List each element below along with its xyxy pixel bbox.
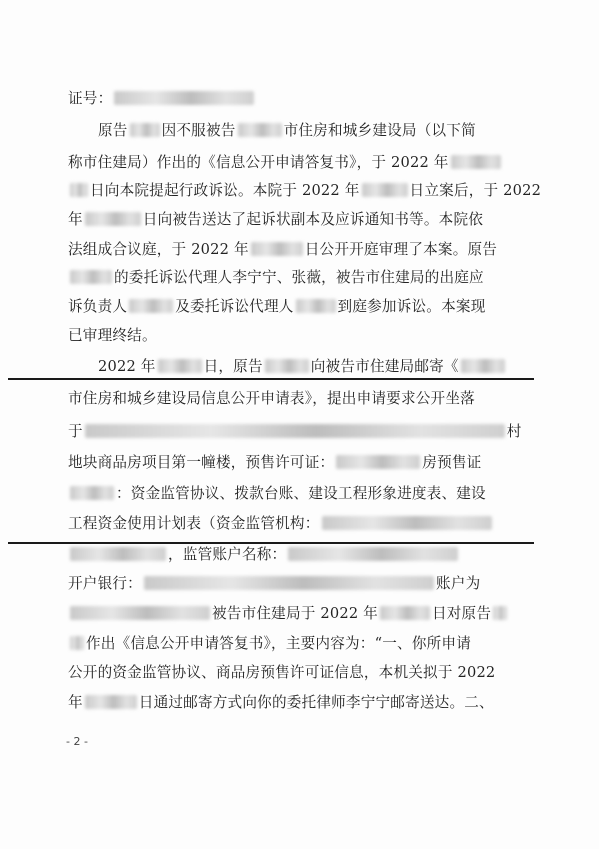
text-line: 年 日向被告送达了起诉状副本及应诉通知书等。本院依 (68, 211, 484, 228)
text-line: 法组成合议庭，于 2022 年 日公开开庭审理了本案。原告 (68, 241, 498, 258)
redacted-text (70, 183, 88, 197)
text-line: 工程资金使用计划表（资金监管机构： (68, 514, 494, 534)
redacted-text (85, 695, 137, 709)
text-line: 开户银行： 账户为 (68, 575, 481, 592)
redacted-text (70, 636, 84, 650)
redacted-text (493, 606, 507, 620)
text-line: 被告市住建局于 2022 年 日对原告 (68, 604, 509, 624)
redacted-text (238, 123, 282, 137)
text-line: 年 日通过邮寄方式向你的委托律师李宁宁邮寄送达。二、 (68, 694, 494, 711)
redacted-text (296, 299, 336, 313)
redacted-text (85, 212, 141, 226)
text-line: 2022 年 日，原告 向被告市住建局邮寄《 (98, 357, 507, 377)
text-line: 证号： (68, 89, 256, 109)
text-line: 作出《信息公开申请答复书》，主要内容为：“一、你所申请 (68, 634, 471, 654)
redacted-text (70, 547, 166, 561)
scan-rule-line (8, 378, 534, 380)
text-line: 地块商品房项目第一幢楼，预售许可证： 房预售证 (68, 454, 482, 471)
redacted-text (85, 424, 505, 438)
text-line: 已审理终结。 (68, 327, 157, 344)
redacted-text (451, 155, 501, 169)
text-line: 的委托诉讼代理人李宁宁、张薇，被告市住建局的出庭应 (68, 268, 484, 288)
redacted-text (70, 606, 210, 620)
redacted-text (129, 299, 173, 313)
text-line: ：资金监管协议、拨款台账、建设工程形象进度表、建设 (68, 484, 486, 504)
redacted-text (380, 606, 430, 620)
redacted-text (70, 270, 112, 284)
redacted-text (70, 486, 114, 500)
text-line: 市住房和城乡建设局信息公开申请表》，提出申请要求公开坐落 (68, 390, 475, 407)
redacted-text (130, 123, 160, 137)
redacted-text (322, 516, 492, 530)
text-line: 诉负责人 及委托诉讼代理人 到庭参加诉讼。本案现 (68, 298, 486, 315)
redacted-text (362, 183, 408, 197)
text-line: 称市住建局）作出的《信息公开申请答复书》，于 2022 年 (68, 153, 503, 173)
redacted-text (144, 576, 434, 590)
text-line: ，监管账户名称： (68, 545, 460, 565)
scan-rule-line (8, 542, 534, 544)
redacted-text (336, 455, 420, 469)
redacted-text (288, 547, 458, 561)
text-line: 公开的资金监管协议、商品房预售许可证信息，本机关拟于 2022 (68, 664, 496, 681)
redacted-text (158, 359, 202, 373)
redacted-text (251, 242, 303, 256)
text-line: 日向本院提起行政诉讼。本院于 2022 年 日立案后，于 2022 (68, 181, 541, 201)
redacted-text (461, 359, 505, 373)
redacted-text (114, 91, 254, 105)
redacted-text (265, 359, 309, 373)
text-line: 原告 因不服被告 市住房和城乡建设局（以下简 (98, 122, 476, 139)
text-line: 于 村 (68, 423, 522, 440)
page-number: - 2 - (66, 735, 88, 748)
